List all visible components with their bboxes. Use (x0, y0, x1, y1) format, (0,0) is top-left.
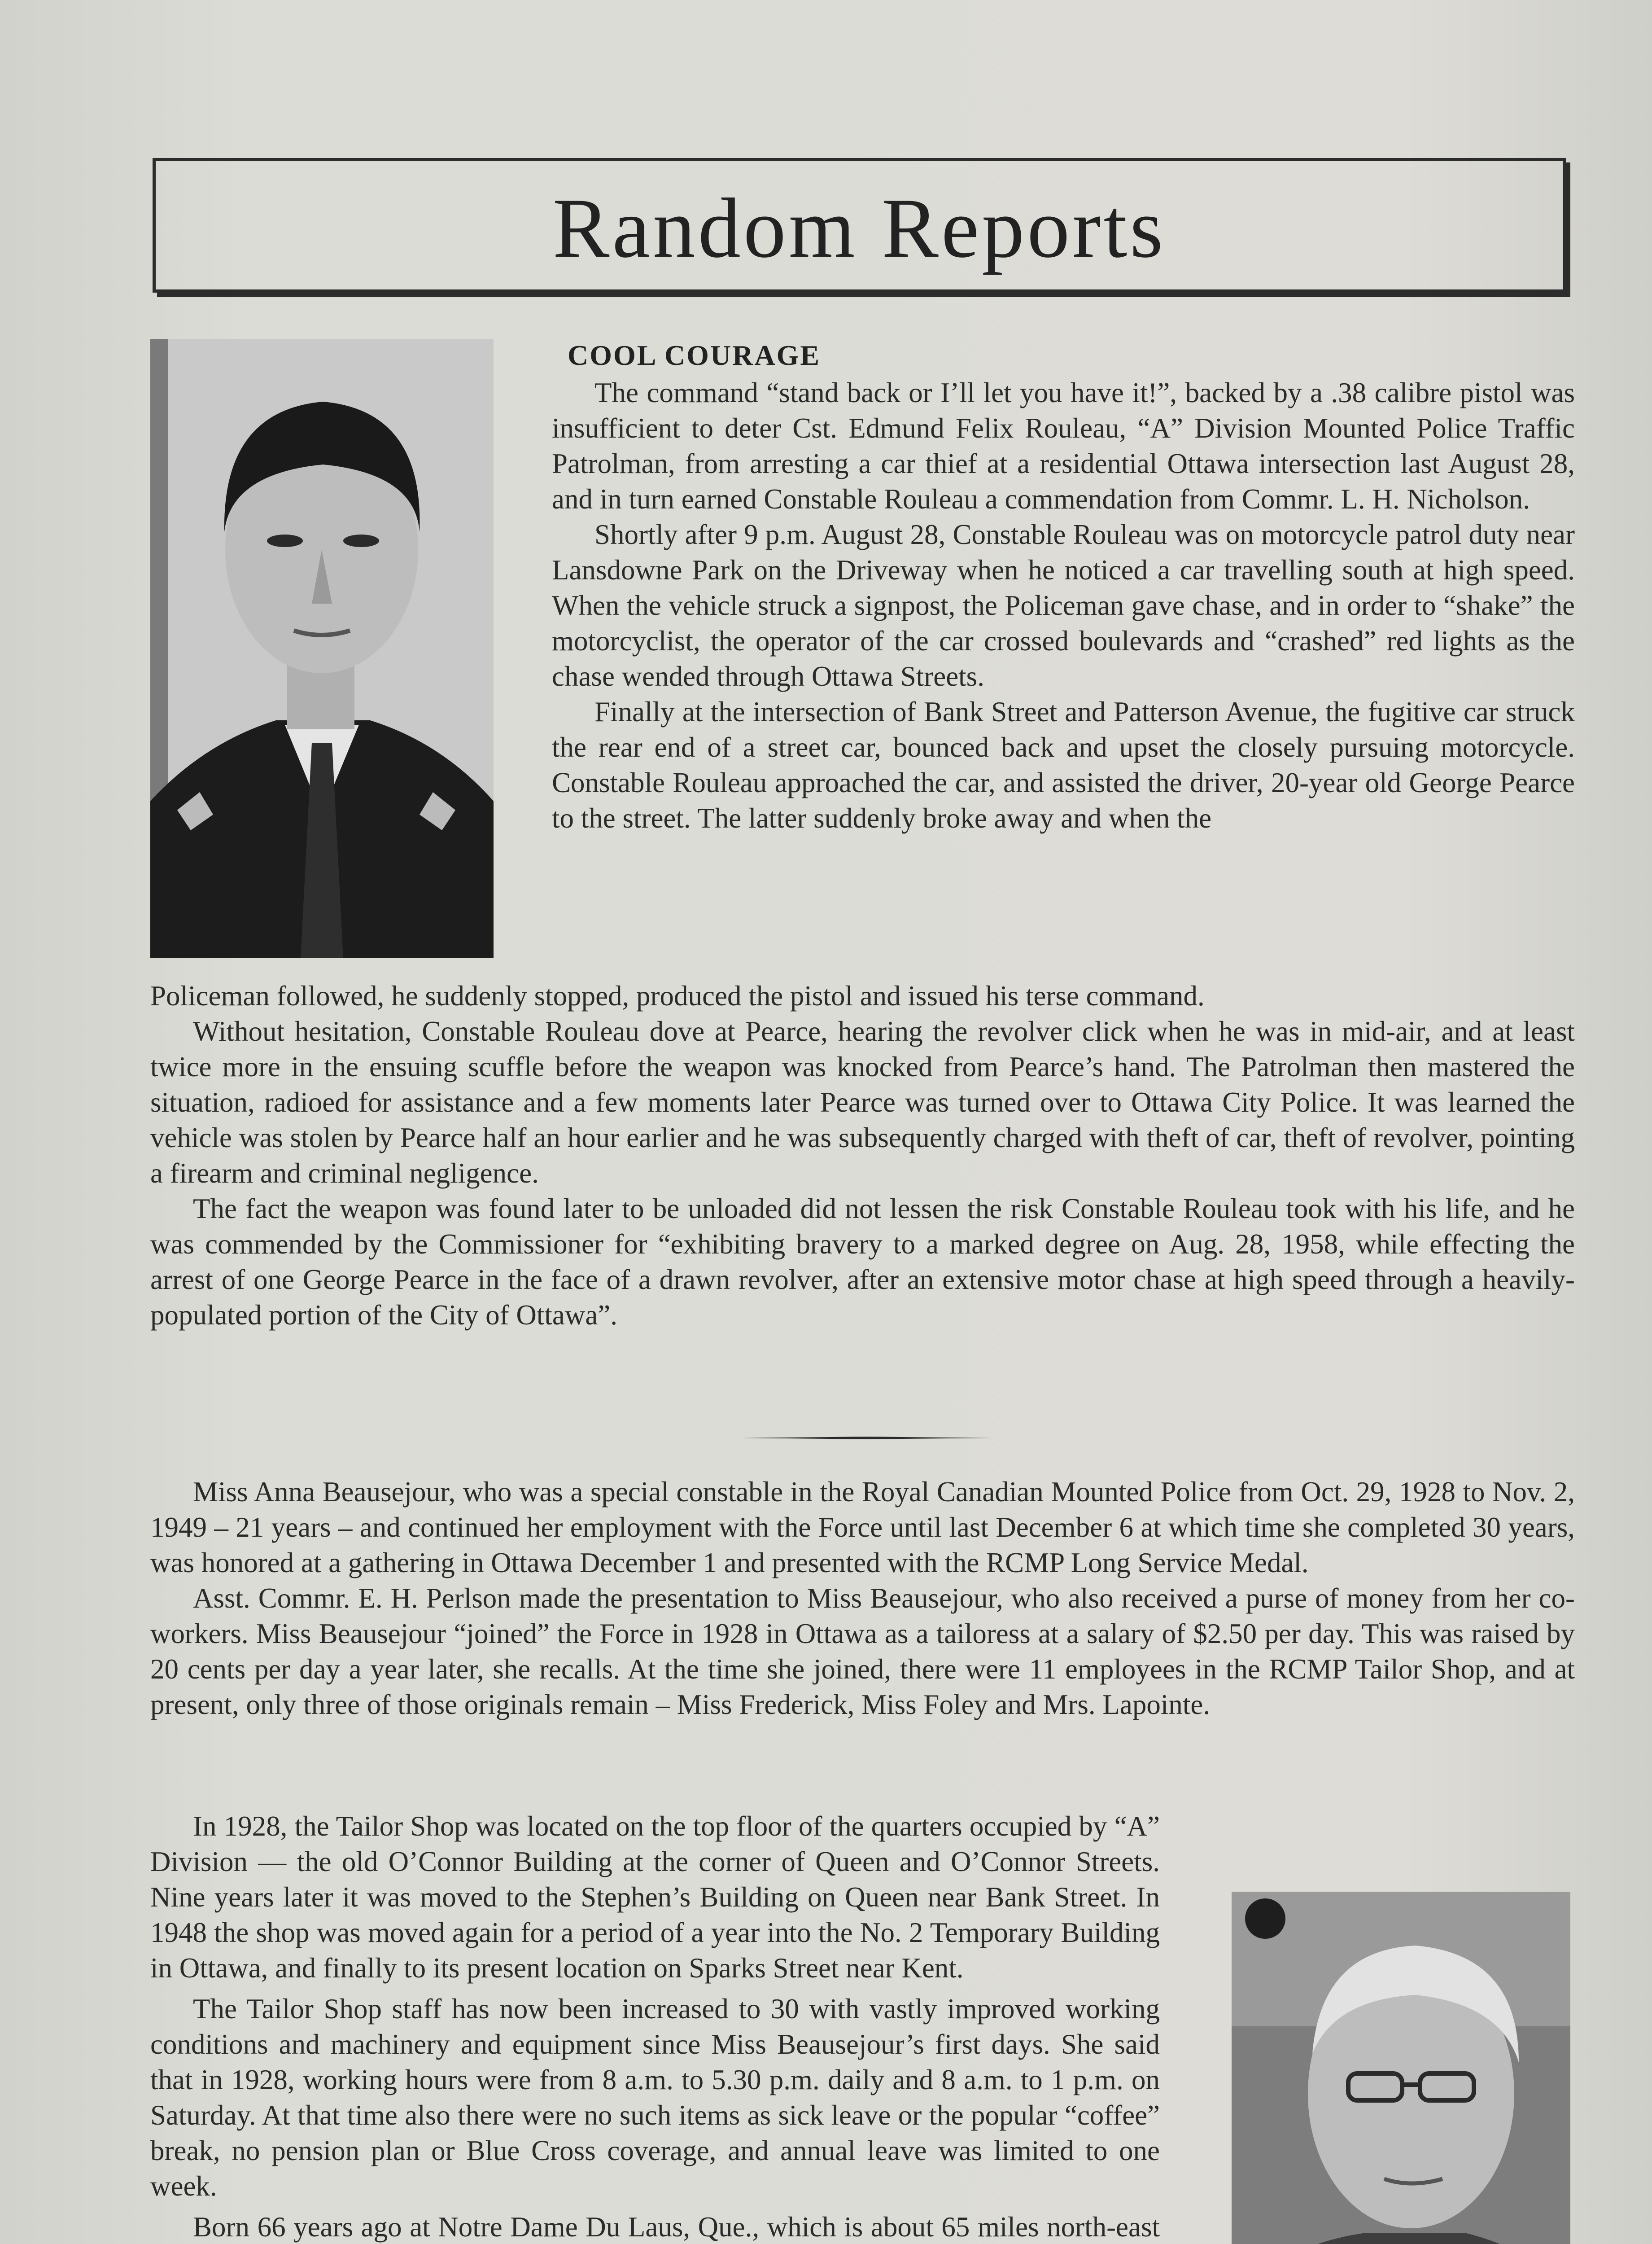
paragraph: Born 66 years ago at Notre Dame Du Laus, Que., which is about 65 miles north-east (193, 2211, 1160, 2243)
title-box (153, 158, 1566, 293)
paragraph: Asst. Commr. E. H. Perlson made the presentation to Miss Beausejour, who also received a purse of money from her co-workers. Miss Beausejour “joined” the Force in 1928 in Ottawa as a tailoress at a salary of $2.50 per day. This was raised by 20 cents per day a year later, she recalls. At the time she joined, there were 11 employees in the RCMP Tailor Shop, and at present, only three of those originals remain – Miss Frederick, Miss Foley and Mrs. Lapointe. (150, 1582, 1575, 1720)
paragraph: Miss Anna Beausejour, who was a special constable in the Royal Canadian Mounted Police from Oct. 29, 1928 to Nov. 2, 1949 – 21 years – and continued her employment with the Force until last December 6 at which time she completed 30 years, was honored at a gathering in Ottawa December 1 and presented with the RCMP Long Service Medal. (150, 1476, 1575, 1578)
paragraph: Finally at the intersection of Bank Street and Patterson Avenue, the fugitive car struck the rear end of a street car, bounced back and upset the closely pursuing motorcycle. Constable Rouleau approached the car, and assisted the driver, 20-year old George Pearce to the street. The latter suddenly broke away and when the (552, 696, 1575, 834)
paragraph: The fact the weapon was found later to be unloaded did not lessen the risk Constable Rouleau took with his life, and he was commended by the Commissioner for “exhibiting bravery to a marked degree on Aug. 28, 1958, while effecting the arrest of one George Pearce in the face of a drawn revolver, after an extensive motor chase at high speed through a heavily-populated portion of the City of Ottawa”. (150, 1193, 1575, 1331)
photo-miss-beausejour (1232, 1892, 1570, 2244)
paragraph: In 1928, the Tailor Shop was located on the top floor of the quarters occupied by “A” Division — the old O’Connor Building at the corner of Queen and O’Connor Streets. Nine years later it was moved to the Stephen’s Building on Queen near Bank Street. In 1948 the shop was moved again for a period of a year into the No. 2 Temporary Building in Ottawa, and finally to its present location on Sparks Street near Kent. (150, 1810, 1160, 1984)
paragraph: Shortly after 9 p.m. August 28, Constable Rouleau was on motorcycle patrol duty near Lansdowne Park on the Driveway when he noticed a car travelling south at high speed. When the vehicle struck a signpost, the Policeman gave chase, and in order to “shake” the motorcyclist, the operator of the car crossed boulevards and “crashed” red lights as the chase wended through Ottawa Streets. (552, 519, 1575, 692)
article1-column-text (552, 375, 1575, 836)
article2-column-text (150, 1809, 1160, 2244)
section-divider (740, 1436, 992, 1440)
article2-full-text (150, 1474, 1575, 1722)
article1-full-text (150, 978, 1575, 1333)
photo-constable-rouleau (150, 339, 494, 958)
article-heading: COOL COURAGE (568, 339, 821, 371)
paragraph: Without hesitation, Constable Rouleau dove at Pearce, hearing the revolver click when he was in mid-air, and at least twice more in the ensuing scuffle before the weapon was knocked from Pearce’s hand. The Patrolman then mastered the situation, radioed for assistance and a few moments later Pearce was turned over to Ottawa City Police. It was learned the vehicle was stolen by Pearce half an hour earlier and he was subsequently charged with theft of car, theft of revolver, pointing a firearm and criminal negligence. (150, 1016, 1575, 1189)
paragraph: The Tailor Shop staff has now been increased to 30 with vastly improved working conditions and machinery and equipment since Miss Beausejour’s first days. She said that in 1928, working hours were from 8 a.m. to 5.30 p.m. daily and 8 a.m. to 1 p.m. on Saturday. At that time also there were no such items as sick leave or the popular “coffee” break, no pension plan or Blue Cross coverage, and annual leave was limited to one week. (150, 1993, 1160, 2202)
portrait-illustration (150, 339, 494, 958)
portrait-illustration (1232, 1892, 1570, 2244)
page-title: Random Reports (552, 181, 1166, 276)
paragraph: The command “stand back or I’ll let you have it!”, backed by a .38 calibre pistol was insufficient to deter Cst. Edmund Felix Rouleau, “A” Division Mounted Police Traffic Patrolman, from arresting a car thief at a residential Ottawa intersection last August 28, and in turn earned Constable Rouleau a commendation from Commr. L. H. Nicholson. (552, 377, 1575, 515)
paragraph: Policeman followed, he suddenly stopped, produced the pistol and issued his terse command. (150, 980, 1205, 1012)
